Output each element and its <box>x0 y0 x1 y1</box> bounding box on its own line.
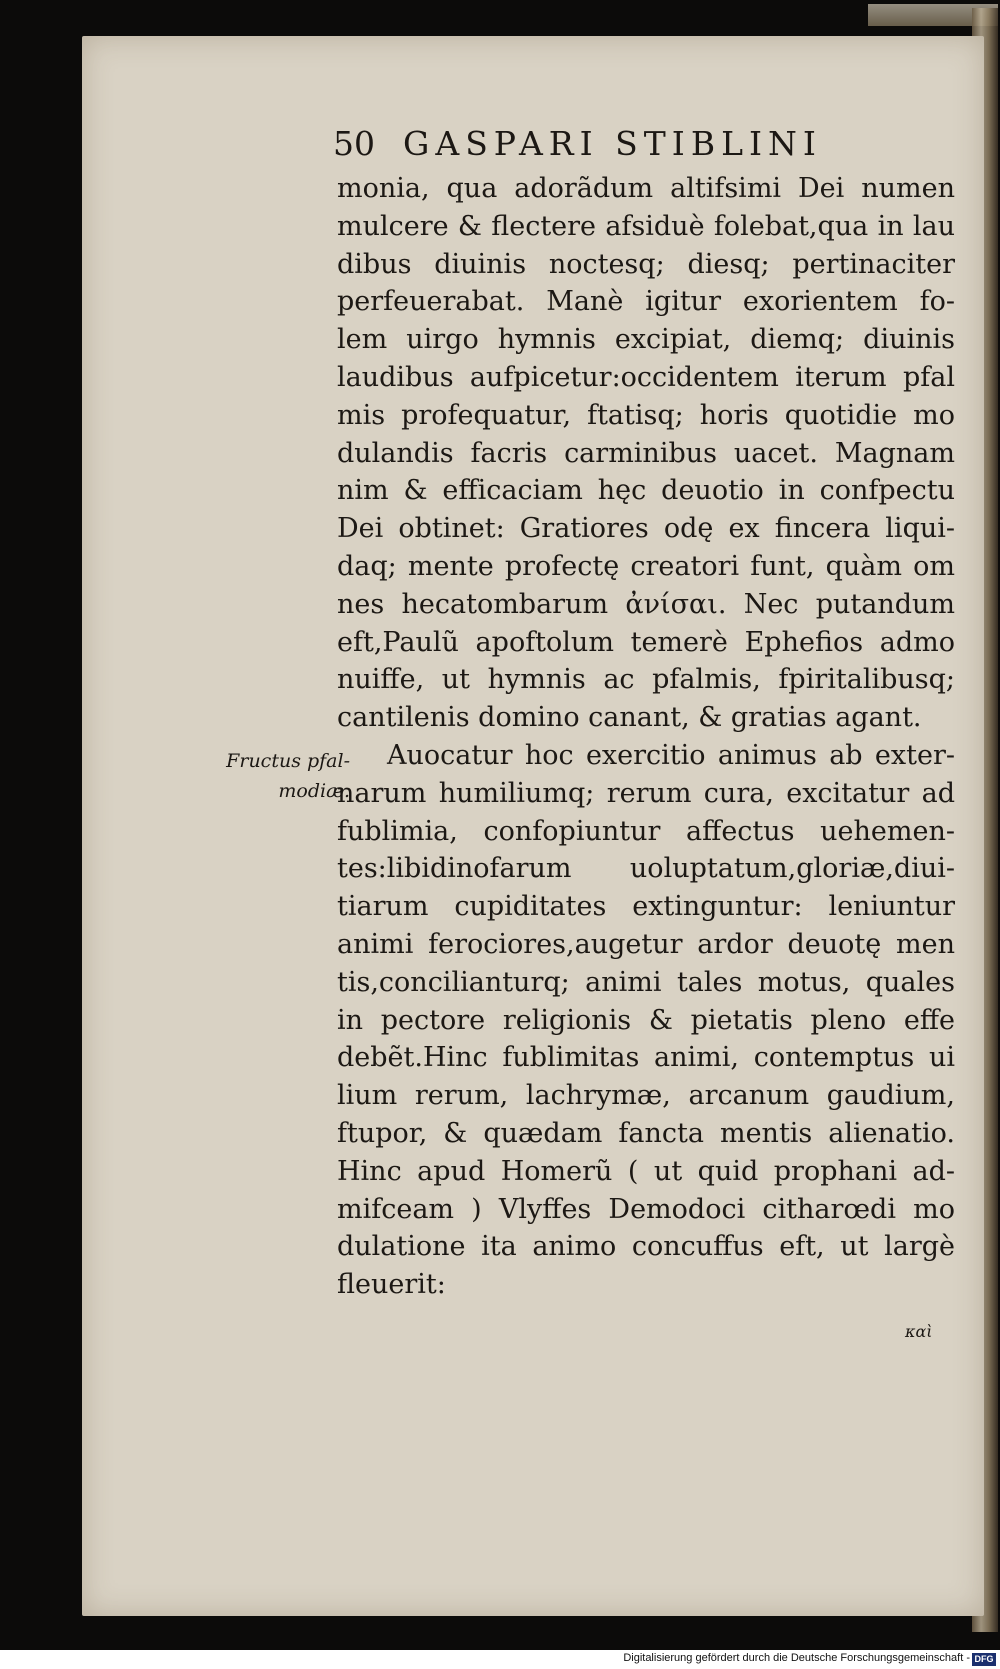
page-number: 50 <box>333 124 375 163</box>
text-line: Dei obtinet: Gratiores odę ex fincera liqui- <box>337 513 955 545</box>
text-line: tis,concilianturq; animi tales motus, quales <box>337 966 955 998</box>
text-line: mis profequatur, ftatisq; horis quotidie mo <box>337 399 955 431</box>
text-line: fublimia, confopiuntur affectus uehemen- <box>337 815 955 847</box>
running-head-title: GASPARI STIBLINI <box>403 124 822 163</box>
text-line: lium rerum, lachrymæ, arcanum gaudium, <box>337 1080 955 1112</box>
marginal-note <box>200 746 350 806</box>
text-line: tes:libidinofarum uoluptatum,gloriæ,diui- <box>337 853 955 885</box>
text-line: debẽt.Hinc fublimitas animi, contemptus ui <box>337 1042 955 1074</box>
text-line: lem uirgo hymnis excipiat, diemq; diuinis <box>337 324 955 356</box>
text-line: laudibus aufpicetur:occidentem iterum pfal <box>337 361 955 393</box>
funding-credit: Digitalisierung gefördert durch die Deutsche Forschungsgemeinschaft - <box>623 1652 970 1664</box>
text-line: Auocatur hoc exercitio animus ab exter- <box>387 739 955 771</box>
text-line: Hinc apud Homerũ ( ut quid prophani ad- <box>337 1155 955 1187</box>
text-line: daq; mente profectę creatori funt, quàm om <box>337 550 955 582</box>
text-line: eft,Paulũ apoftolum temerè Ephefios admo <box>337 626 955 658</box>
text-line: mulcere & flectere afsiduè folebat,qua in lau <box>337 210 955 242</box>
running-header <box>333 124 822 163</box>
text-line: perfeuerabat. Manè igitur exorientem fo- <box>337 286 955 318</box>
text-line: dulandis facris carminibus uacet. Magnam <box>337 437 955 469</box>
digitization-footer <box>0 1650 1000 1669</box>
text-line: animi ferociores,augetur ardor deuotę men <box>337 928 955 960</box>
text-line: nim & efficaciam hęc deuotio in confpectu <box>337 475 955 507</box>
text-line: in pectore religionis & pietatis pleno effe <box>337 1004 955 1036</box>
text-line: mifceam ) Vlyffes Demodoci citharœdi mo <box>337 1193 955 1225</box>
marginal-note-line: Fructus pfal- <box>226 750 350 772</box>
dfg-logo-badge: DFG <box>972 1653 996 1666</box>
text-line: cantilenis domino canant, & gratias agant. <box>337 702 922 734</box>
text-line: dulatione ita animo concuffus eft, ut largè <box>337 1231 955 1263</box>
text-line: monia, qua adorãdum altifsimi Dei numen <box>337 173 955 204</box>
text-line: narum humiliumq; rerum cura, excitatur ad <box>337 777 955 809</box>
text-line: nes hecatombarum ἀνίσαι. Nec putandum <box>337 588 955 620</box>
text-line: fleuerit: <box>337 1269 446 1301</box>
text-line: nuiffe, ut hymnis ac pfalmis, fpiritalibusq; <box>337 664 955 696</box>
marginal-note-line: modiæ. <box>278 780 350 802</box>
text-line: ftupor, & quædam fancta mentis alienatio. <box>337 1117 955 1149</box>
catchword: καὶ <box>905 1322 933 1341</box>
body-text <box>337 170 955 1304</box>
text-line: dibus diuinis noctesq; diesq; pertinaciter <box>337 248 955 280</box>
text-line: tiarum cupiditates extinguntur: leniuntur <box>337 891 955 923</box>
